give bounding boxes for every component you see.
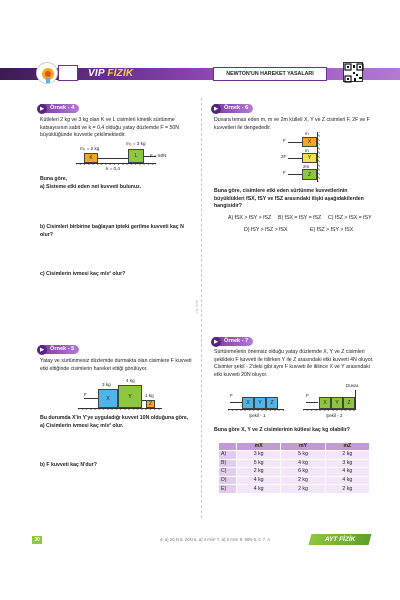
- wall-label: Duvar: [346, 383, 359, 388]
- subject-tag: AYT FİZİK: [309, 534, 372, 545]
- table-cell: 2 kg: [281, 476, 325, 485]
- example-5-prompt: Bu durumda X'in Y'ye uyguladığı kuvvet 10N olduğuna göre,: [40, 415, 189, 421]
- table-row[interactable]: [219, 451, 370, 460]
- block-z: Z: [343, 397, 355, 409]
- example-4-question-b: b) Cisimleri birbirine bağlayan ipteki gerilme kuvveti kaç N olur?: [40, 224, 184, 238]
- option-a[interactable]: A) fSX > fSY > fSZ: [228, 215, 272, 221]
- example-7-question: Buna göre X, Y ve Z cisimlerinin kütlesi kaç kg olabilir?: [214, 427, 350, 433]
- example-5-label: ▶ Örnek - 5: [40, 345, 79, 354]
- brand-subject: FİZİK: [107, 68, 134, 79]
- table-row[interactable]: [219, 485, 370, 494]
- mass-1-label: m₁ = 2 kg: [80, 146, 100, 151]
- table-header-cell: [219, 443, 237, 451]
- page-number: 30: [32, 536, 42, 544]
- force-arrow-icon: [230, 402, 242, 403]
- table-header-cell: mX: [237, 443, 281, 451]
- force-arrow-icon: [84, 398, 98, 399]
- table-cell: 3 kg: [325, 459, 369, 468]
- table-row[interactable]: [219, 459, 370, 468]
- example-4-label: ▶ Örnek - 4: [40, 104, 79, 113]
- block-y: Y: [118, 385, 142, 408]
- option-d[interactable]: D) fSY > fSZ > fSX: [244, 227, 288, 233]
- mass-z-label: 1 kg: [145, 393, 154, 398]
- block-y: Y: [331, 397, 343, 409]
- figure-2-caption: Şekil - 2: [326, 413, 343, 418]
- rope: [98, 158, 128, 159]
- force-label: F: [230, 393, 233, 398]
- example-6-body: Duvara temas eden m, m ve 2m kütleli X, Y ve Z cisimleri F, 2F ve F kuvvetleri ile dengededir.: [214, 117, 370, 131]
- block-y: Y: [254, 397, 266, 409]
- table-cell: 5 kg: [281, 451, 325, 460]
- table-cell: 2 kg: [281, 485, 325, 494]
- example-4-prompt: Buna göre,: [40, 176, 68, 182]
- example-4-body: Kütleleri 2 kg ve 3 kg olan K ve L cisimleri kinetik sürtünme katsayısının sabit ve k = 0,4 olduğu yatay düzlemde F = 50N büyüklüğünde kuvvetle çekilmektedir.: [40, 117, 179, 139]
- mass-x-label: 3 kg: [102, 382, 111, 387]
- force-label: F = 50N: [150, 153, 167, 158]
- example-4-question-a: a) Sisteme etki eden net kuvveti bulunuz.: [40, 184, 142, 190]
- qr-code-icon[interactable]: [343, 62, 363, 82]
- option-c[interactable]: C) fSZ > fSX = fSY: [328, 215, 372, 221]
- table-cell: 2 kg: [237, 468, 281, 477]
- brand-vip: VIP: [88, 68, 105, 79]
- block-z: Z: [302, 169, 317, 180]
- table-cell: 4 kg: [325, 476, 369, 485]
- table-cell: 4 kg: [237, 485, 281, 494]
- force-1-label: F: [283, 138, 286, 143]
- force-arrow-icon: [288, 142, 302, 143]
- example-5-question-b: b) F kuvveti kaç N'dur?: [40, 462, 97, 468]
- block-x: X: [242, 397, 254, 409]
- force-arrow-icon: [306, 402, 318, 403]
- table-cell: 4 kg: [325, 468, 369, 477]
- table-cell: 4 kg: [281, 459, 325, 468]
- ground: [228, 409, 284, 411]
- force-3-label: F: [283, 170, 286, 175]
- option-letter: C): [219, 468, 237, 477]
- answer-key: 4. a) 20 N 5. 20N 6. a) 4 m/s² 7. a) 2 m/s² 8. 90N 6. C 7. A: [160, 537, 271, 542]
- block-z: Z: [266, 397, 278, 409]
- ground: [76, 163, 156, 165]
- mass-z-label: 2m: [303, 164, 310, 169]
- mass-y-label: 4 kg: [126, 378, 135, 383]
- play-icon: ▶: [211, 337, 221, 347]
- example-5-question-a: a) Cisimlerin ivmesi kaç m/s² olur.: [40, 423, 124, 429]
- chapter-title: NEWTON'UN HAREKET YASALARI: [213, 67, 327, 81]
- table-cell: 6 kg: [281, 468, 325, 477]
- wall-hatch: [317, 132, 320, 182]
- force-label: F: [306, 393, 309, 398]
- option-letter: B): [219, 459, 237, 468]
- option-b[interactable]: B) fSX = fSY = fSZ: [278, 215, 322, 221]
- play-icon: ▶: [37, 345, 47, 355]
- figure-1-caption: Şekil - 1: [249, 413, 266, 418]
- example-6-label: ▶ Örnek - 6: [214, 104, 253, 113]
- wall: [355, 390, 356, 410]
- force-arrow-icon: [288, 158, 302, 159]
- table-cell: 5 kg: [237, 459, 281, 468]
- table-cell: 2 kg: [325, 451, 369, 460]
- brand-logo-icon: [36, 62, 58, 84]
- force-2-label: 2F: [281, 154, 287, 159]
- friction-label: k = 0,4: [106, 166, 120, 171]
- example-5-body: Yatay ve sürtünmesiz düzlemde durmakta olan cisimlere F kuvveti etki ettiğinde cisimlerin hareket ettiği görülüyor.: [40, 358, 192, 372]
- mass-x-label: m: [305, 131, 309, 136]
- table-cell: 2 kg: [325, 485, 369, 494]
- option-letter: D): [219, 476, 237, 485]
- table-cell: 3 kg: [237, 451, 281, 460]
- play-icon: ▶: [37, 104, 47, 114]
- table-header-cell: mY: [281, 443, 325, 451]
- ground: [78, 408, 162, 410]
- table-header-row: [219, 443, 370, 451]
- example-4-question-c: c) Cisimlerin ivmesi kaç m/s² olur?: [40, 271, 126, 277]
- example-7-label: ▶ Örnek - 7: [214, 337, 253, 346]
- block-x: X: [98, 389, 118, 408]
- column-divider: [201, 98, 202, 518]
- block-k: K: [84, 153, 98, 163]
- table-cell: 4 kg: [237, 476, 281, 485]
- table-header-cell: mZ: [325, 443, 369, 451]
- option-letter: A): [219, 451, 237, 460]
- table-row[interactable]: [219, 468, 370, 477]
- play-icon: ▶: [211, 104, 221, 114]
- block-l: L: [128, 149, 144, 163]
- watermark: vip fizik: [193, 300, 199, 314]
- mass-options-table: [218, 442, 370, 494]
- force-label: F: [84, 392, 87, 397]
- option-e[interactable]: E) fSZ > fSY > fSX: [310, 227, 354, 233]
- example-7-body: Sürtünmelerin önemsiz olduğu yatay düzlemde X, Y ve Z cisimleri şekildeki F kuvveti ile itilirken Y ile Z arasındaki etki kuvveti 4N oluyor. Cisimler şekil - 2'deki gibi aynı F kuvveti ile itilince X ve Y arasındaki etki kuvveti 20N oluyor.: [214, 349, 374, 378]
- force-arrow-icon: [288, 174, 302, 175]
- block-x: X: [319, 397, 331, 409]
- ground: [303, 409, 356, 411]
- brand-title: [88, 67, 133, 81]
- block-y: Y: [302, 153, 317, 163]
- mass-2-label: m₂ = 3 kg: [126, 141, 146, 146]
- example-6-question: Buna göre, cisimlere etki eden sürtünme kuvvetlerinin büyüklükleri fSX, fSY ve fSZ arasındaki ilişki aşağıdakilerden hangisidir?: [214, 188, 364, 210]
- table-row[interactable]: [219, 476, 370, 485]
- bookmark-icon: [58, 65, 78, 81]
- header-band: [0, 62, 400, 84]
- block-x: X: [302, 137, 317, 147]
- mass-y-label: m: [305, 148, 309, 153]
- block-z: Z: [146, 400, 155, 408]
- option-letter: E): [219, 485, 237, 494]
